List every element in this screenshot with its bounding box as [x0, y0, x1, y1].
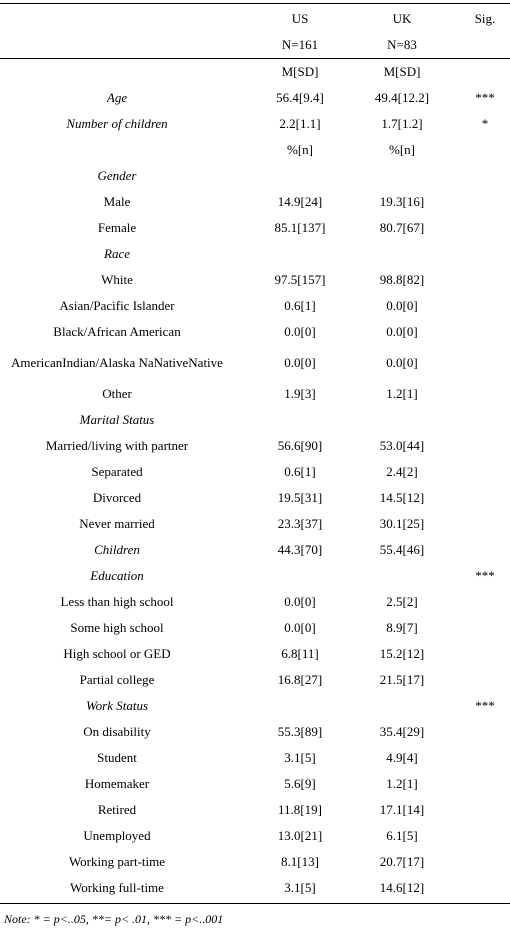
sig-marker: *** [475, 698, 495, 713]
row-label: Other [102, 386, 132, 401]
table-row [0, 381, 510, 407]
us-value: 0.0[0] [284, 355, 316, 370]
sig-marker [460, 797, 510, 823]
uk-value: 1.7[1.2] [381, 116, 423, 131]
table-row [0, 589, 510, 615]
uk-value: 0.0[0] [386, 298, 418, 313]
table-note: Note: * = p<..05, **= p< .01, *** = p<..001 [4, 912, 224, 926]
uk-value: 20.7[17] [379, 854, 425, 869]
uk-value: 17.1[14] [379, 802, 425, 817]
row-label: AmericanIndian/Alaska NaNativeNative [11, 355, 223, 370]
sig-marker [460, 459, 510, 485]
sig-marker [460, 589, 510, 615]
us-value: %[n] [287, 142, 313, 157]
us-value: 97.5[157] [274, 272, 326, 287]
uk-sample-size: N=83 [387, 37, 417, 52]
sig-marker [460, 241, 510, 267]
uk-value [352, 241, 452, 267]
sig-marker: *** [475, 568, 495, 583]
row-label: On disability [83, 724, 151, 739]
table-row [0, 241, 510, 267]
us-value: 0.0[0] [284, 594, 316, 609]
uk-value: 98.8[82] [379, 272, 425, 287]
row-label: Female [97, 220, 137, 235]
row-label: Number of children [66, 116, 168, 131]
sample-size-row [0, 32, 510, 58]
row-label: Working part-time [68, 854, 166, 869]
uk-value: 4.9[4] [386, 750, 418, 765]
row-label: Asian/Pacific Islander [59, 298, 175, 313]
uk-value: M[SD] [383, 64, 421, 79]
table-row [0, 511, 510, 537]
row-label: High school or GED [63, 646, 171, 661]
sig-marker [460, 267, 510, 293]
row-label: Homemaker [84, 776, 150, 791]
us-sample-size: N=161 [281, 37, 319, 52]
header-row [0, 6, 510, 32]
us-value [250, 163, 350, 189]
uk-value: 14.6[12] [379, 880, 425, 895]
uk-value: %[n] [389, 142, 415, 157]
table-row [0, 667, 510, 693]
sig-marker [460, 511, 510, 537]
sig-marker [460, 745, 510, 771]
sig-marker [460, 59, 510, 85]
sig-marker [460, 771, 510, 797]
sig-marker [460, 485, 510, 511]
row-label: Black/African American [53, 324, 181, 339]
us-value: 0.6[1] [284, 298, 316, 313]
row-label: Unemployed [83, 828, 151, 843]
row-label: Male [103, 194, 131, 209]
row-label: White [101, 272, 133, 287]
sig-marker [460, 137, 510, 163]
row-label: Married/living with partner [45, 438, 189, 453]
table-row [0, 319, 510, 345]
sig-marker: *** [475, 90, 495, 105]
us-value: 11.8[19] [278, 802, 322, 817]
us-value: 1.9[3] [284, 386, 316, 401]
row-label [0, 137, 234, 163]
table-row [0, 267, 510, 293]
uk-value: 15.2[12] [379, 646, 425, 661]
row-label: Never married [79, 516, 155, 531]
sig-marker [460, 433, 510, 459]
uk-value: 19.3[16] [379, 194, 425, 209]
row-label: Student [97, 750, 137, 765]
row-label: Divorced [92, 490, 142, 505]
uk-value: 30.1[25] [379, 516, 425, 531]
table-row [0, 537, 510, 563]
us-value: 5.6[9] [284, 776, 316, 791]
sig-marker [460, 293, 510, 319]
sig-marker [460, 319, 510, 345]
us-column-header: US [291, 11, 309, 26]
table-row [0, 345, 510, 381]
uk-value: 14.5[12] [379, 490, 425, 505]
table-row [0, 641, 510, 667]
us-value [250, 693, 350, 719]
table-row [0, 615, 510, 641]
row-label: Less than high school [60, 594, 174, 609]
us-value: 19.5[31] [277, 490, 323, 505]
table-row [0, 111, 510, 137]
sig-marker [460, 719, 510, 745]
uk-value: 2.4[2] [386, 464, 418, 479]
table-row [0, 215, 510, 241]
uk-value: 55.4[46] [379, 542, 425, 557]
us-value: 0.0[0] [284, 324, 316, 339]
table-row [0, 823, 510, 849]
sig-marker [460, 381, 510, 407]
uk-value: 0.0[0] [386, 324, 418, 339]
row-label: Education [90, 568, 144, 583]
us-value: 8.1[13] [281, 854, 319, 869]
uk-column-header: UK [392, 11, 412, 26]
table-row [0, 719, 510, 745]
table-row [0, 59, 510, 85]
us-value [250, 241, 350, 267]
us-value: 14.9[24] [277, 194, 323, 209]
table-row [0, 797, 510, 823]
top-rule [0, 3, 510, 4]
us-value: 3.1[5] [284, 750, 316, 765]
us-value: 23.3[37] [277, 516, 323, 531]
table-row [0, 293, 510, 319]
us-value: 56.6[90] [277, 438, 323, 453]
uk-value: 0.0[0] [386, 355, 418, 370]
uk-value [352, 163, 452, 189]
uk-value: 21.5[17] [379, 672, 425, 687]
table-row [0, 745, 510, 771]
sig-marker [460, 823, 510, 849]
sig-marker [460, 345, 510, 381]
uk-value: 1.2[1] [386, 386, 418, 401]
uk-value: 1.2[1] [386, 776, 418, 791]
row-label: Partial college [79, 672, 155, 687]
uk-value: 35.4[29] [379, 724, 425, 739]
sig-marker [460, 163, 510, 189]
us-value: 85.1[137] [274, 220, 326, 235]
uk-value: 53.0[44] [379, 438, 425, 453]
row-label: Age [106, 90, 128, 105]
sig-marker [460, 667, 510, 693]
us-value [250, 407, 350, 433]
us-value: 56.4[9.4] [276, 90, 324, 105]
row-label: Working full-time [70, 880, 164, 895]
table-row [0, 875, 510, 901]
sig-marker [460, 189, 510, 215]
table-row [0, 693, 510, 719]
us-value: M[SD] [281, 64, 319, 79]
us-value: 55.3[89] [277, 724, 323, 739]
row-label: Marital Status [79, 412, 155, 427]
sig-marker [460, 537, 510, 563]
uk-value: 6.1[5] [386, 828, 418, 843]
uk-value: 49.4[12.2] [374, 90, 430, 105]
row-label [0, 59, 234, 85]
row-label: Work Status [86, 698, 148, 713]
us-value: 2.2[1.1] [279, 116, 321, 131]
us-value: 13.0[21] [277, 828, 323, 843]
sig-marker: * [481, 116, 489, 131]
table-row [0, 849, 510, 875]
table-row [0, 459, 510, 485]
us-value: 44.3[70] [277, 542, 323, 557]
uk-value [352, 407, 452, 433]
table-row [0, 163, 510, 189]
row-label: Race [104, 246, 130, 261]
table-row [0, 407, 510, 433]
us-value: 0.6[1] [284, 464, 316, 479]
sig-marker [460, 407, 510, 433]
sig-marker [460, 215, 510, 241]
row-label: Some high school [70, 620, 164, 635]
sig-marker [460, 615, 510, 641]
sig-marker [460, 849, 510, 875]
table-row [0, 485, 510, 511]
row-label: Children [94, 542, 140, 557]
us-value: 6.8[11] [281, 646, 319, 661]
uk-value: 80.7[67] [379, 220, 425, 235]
us-value [250, 563, 350, 589]
table-row [0, 771, 510, 797]
uk-value: 2.5[2] [386, 594, 418, 609]
sig-marker [460, 875, 510, 901]
table-row [0, 563, 510, 589]
us-value: 0.0[0] [284, 620, 316, 635]
row-label: Separated [91, 464, 143, 479]
row-label: Retired [97, 802, 137, 817]
us-value: 16.8[27] [277, 672, 323, 687]
sig-marker [460, 641, 510, 667]
uk-value: 8.9[7] [386, 620, 418, 635]
bottom-rule [0, 903, 510, 904]
table-row [0, 85, 510, 111]
row-label: Gender [97, 168, 137, 183]
sig-column-header: Sig. [474, 11, 496, 26]
table-row [0, 189, 510, 215]
us-value: 3.1[5] [284, 880, 316, 895]
uk-value [352, 693, 452, 719]
table-row [0, 433, 510, 459]
table-row [0, 137, 510, 163]
uk-value [352, 563, 452, 589]
